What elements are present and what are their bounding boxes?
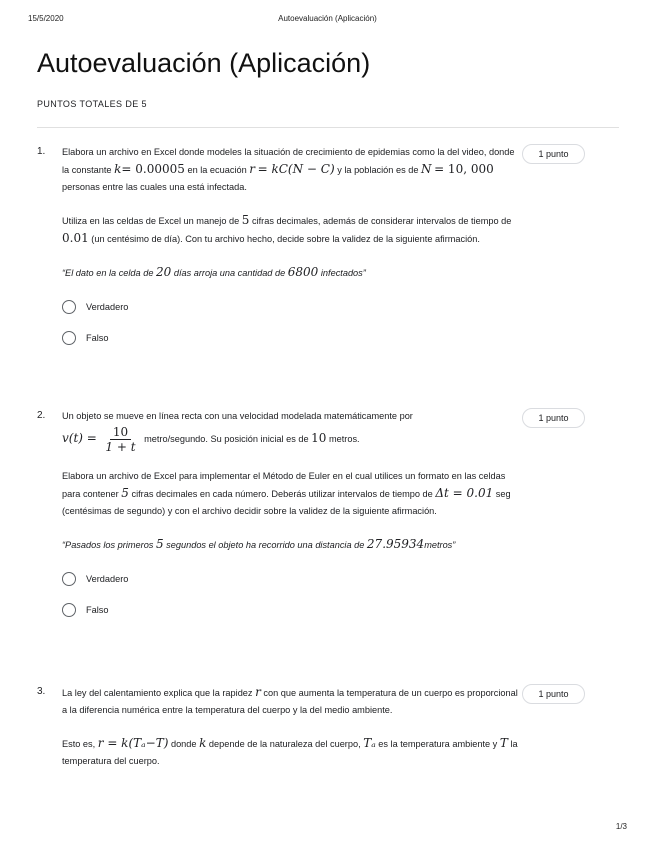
option-falso[interactable] bbox=[62, 329, 522, 347]
question-text: Un objeto se mueve en línea recta con una velocidad modelada matemáticamente por v(t) = $\frac{10}{1 + t}$ metro/segundo. Su posición inicial es de 10 metros. bbox=[62, 411, 413, 454]
option-label: Falso bbox=[86, 604, 109, 615]
question-text: Elabora un archivo en Excel donde modeles la situación de crecimiento de epidemias como la del video, donde la constante k= 0.00005 en la ecuación r = kC(N − C) y la población es de N = 10, 000 personas entre las cuales una está infectada. bbox=[62, 147, 515, 192]
question-text: La ley del calentamiento explica que la rapidez r con que aumenta la temperatura de un cuerpo es proporcional a la diferencia numérica entre la temperatura del cuerpo y la del medio ambiente. bbox=[62, 685, 518, 715]
question-body bbox=[62, 408, 522, 632]
option-label: Verdadero bbox=[86, 301, 129, 312]
print-date: 15/5/2020 bbox=[28, 14, 64, 23]
question-number: 3. bbox=[37, 686, 46, 697]
total-points: PUNTOS TOTALES DE 5 bbox=[37, 99, 147, 109]
points-badge: 1 punto bbox=[522, 408, 585, 428]
option-verdadero[interactable] bbox=[62, 298, 522, 316]
question-body bbox=[62, 684, 522, 786]
question-definition: Esto es, r = k(Tₐ−T) donde k depende de la naturaleza del cuerpo, Tₐ es la temperatura ambiente y T la temperatura del cuerpo. bbox=[62, 736, 518, 766]
question-claim: “Pasados los primeros 5 segundos el objeto ha recorrido una distancia de 27.95934metros” bbox=[62, 537, 456, 551]
option-label: Falso bbox=[86, 332, 109, 343]
print-header-title: Autoevaluación (Aplicación) bbox=[278, 14, 377, 23]
option-label: Verdadero bbox=[86, 573, 129, 584]
radio-button[interactable] bbox=[62, 572, 76, 586]
points-badge: 1 punto bbox=[522, 684, 585, 704]
page-title: Autoevaluación (Aplicación) bbox=[37, 48, 371, 78]
question-body bbox=[62, 144, 522, 360]
radio-button[interactable] bbox=[62, 603, 76, 617]
option-falso[interactable] bbox=[62, 601, 522, 619]
question-number: 1. bbox=[37, 146, 46, 157]
radio-button[interactable] bbox=[62, 300, 76, 314]
option-verdadero[interactable] bbox=[62, 570, 522, 588]
question-instructions: Elabora un archivo de Excel para implementar el Método de Euler en el cual utilices un formato en las celdas para contener 5 cifras decimales en cada número. Deberás utilizar intervalos de tiempo de Δt = 0.01 seg (centésimas de segundo) y con el archivo decidir sobre la validez de la siguiente afirmación. bbox=[62, 471, 511, 516]
question-instructions: Utiliza en las celdas de Excel un manejo de 5 cifras decimales, además de considerar intervalos de tiempo de 0.01 (un centésimo de día). Con tu archivo hecho, decide sobre la validez de la siguiente afirmación. bbox=[62, 213, 512, 245]
velocity-fraction: $\frac{10}{1 + t}$ bbox=[105, 425, 136, 454]
question-claim: “El dato en la celda de 20 días arroja una cantidad de 6800 infectados” bbox=[62, 265, 366, 279]
radio-button[interactable] bbox=[62, 331, 76, 345]
question-number: 2. bbox=[37, 410, 46, 421]
divider bbox=[37, 127, 619, 128]
points-badge: 1 punto bbox=[522, 144, 585, 164]
page-number: 1/3 bbox=[615, 822, 627, 831]
